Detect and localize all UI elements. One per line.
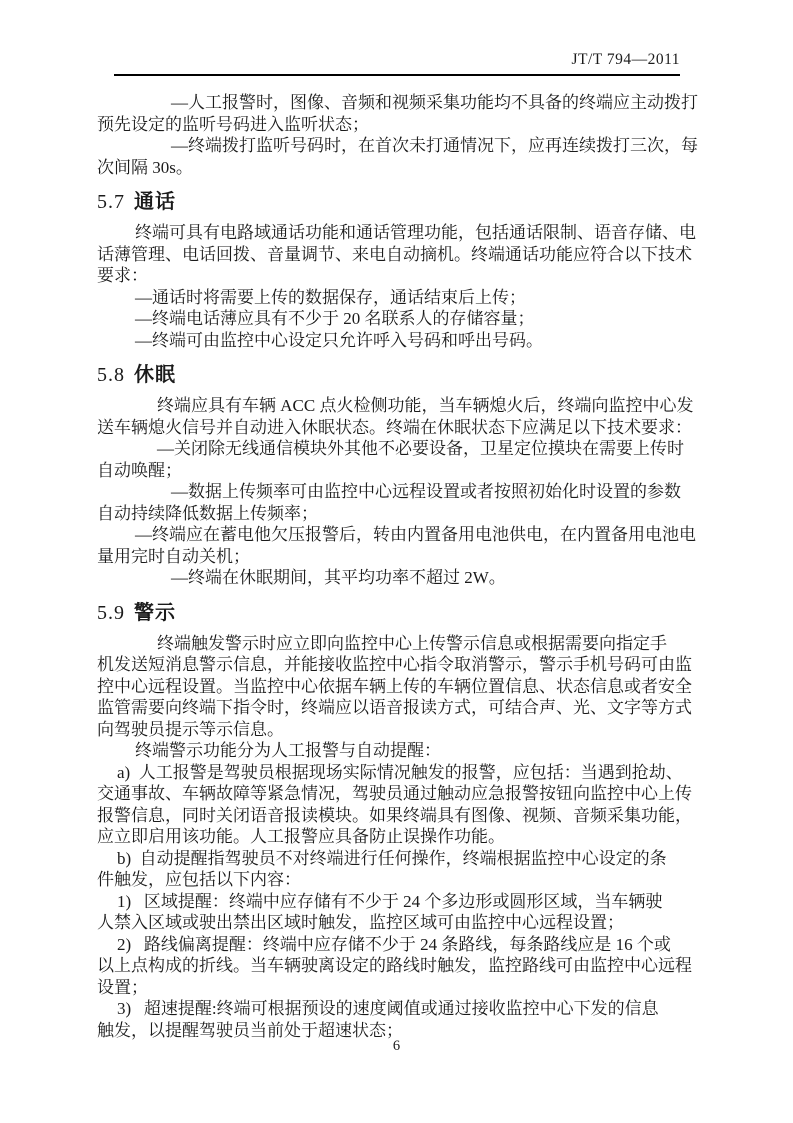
page-number: 6 [392, 1038, 401, 1054]
text-line: 终端应具有车辆 ACC 点火检侧功能，当车辆熄火后，终端向监控中心发 [157, 396, 694, 415]
block-dash-item [97, 308, 697, 330]
text-line: —终端拨打监听号码时，在首次未打通情况下，应再连续拨打三次，每 [171, 136, 698, 155]
text-line: —终端可由监控中心设定只允许呼入号码和呼出号码。 [135, 330, 543, 350]
section-heading [97, 363, 697, 387]
header-rule [114, 74, 680, 76]
text-line: 量用完时自动关机； [97, 546, 250, 566]
text-line: —终端在休眠期间，其平均功率不超过 2W。 [171, 568, 506, 587]
text-line: 3) 超速提醒:终端可根据预设的速度阈值或通过接收监控中心下发的信息 [117, 999, 659, 1018]
text-line: 机发送短消息警示信息，并能接收监控中心指令取消警示，警示手机号码可由监 [97, 655, 692, 674]
block-alpha-item [97, 762, 697, 848]
section-number: 5.9 [97, 601, 125, 624]
block-paragraph [97, 740, 697, 762]
text-line: —人工报警时，图像、音频和视频采集功能均不具备的终端应主动拨打 [171, 93, 698, 112]
block-paragraph [97, 395, 697, 438]
text-line: 自动持续降低数据上传频率； [97, 503, 318, 523]
content [97, 92, 697, 1041]
text-line: 自动唤醒； [97, 460, 182, 480]
section-title: 警示 [134, 601, 176, 624]
text-line: b) 自动提醒指驾驶员不对终端进行任何操作，终端根据监控中心设定的条 [117, 848, 667, 868]
block-dash-item [97, 287, 697, 309]
block-paragraph [97, 633, 697, 741]
block-dash-item [97, 135, 697, 178]
block-dash-item [97, 92, 697, 135]
text-line: 终端触发警示时应立即向监控中心上传警示信息或根据需要向指定手 [157, 633, 667, 653]
text-line: a) 人工报警是驾驶员根据现场实际情况触发的报警，应包括：当遇到抢劫、 [117, 762, 683, 782]
section-title: 通话 [134, 191, 176, 213]
text-line: 人禁入区域或驶出禁出区域时触发，监控区域可由监控中心远程设置； [97, 913, 624, 932]
text-line: 报警信息，同时关闭语音报读模块。如果终端具有图像、视频、音频采集功能， [97, 805, 692, 825]
text-line: 触发，以提醒驾驶员当前处于超速状态； [97, 1020, 403, 1040]
text-line: 次间隔 30s。 [97, 157, 193, 177]
text-line: 交通事故、车辆故障等紧急情况，驾驶员通过触动应急报警按钮向监控中心上传 [97, 784, 692, 803]
text-line: 应立即启用该功能。人工报警应具备防止误操作功能。 [97, 827, 505, 846]
text-line: 预先设定的监听号码进入监听状态； [97, 114, 369, 134]
section-number: 5.7 [97, 191, 125, 213]
block-dash-item [97, 438, 697, 481]
block-dash-item [97, 567, 697, 589]
text-line: 要求： [97, 266, 148, 285]
text-line: —终端电话薄应具有不少于 20 名联系人的存储容量； [135, 309, 535, 328]
text-line: 话薄管理、电话回拨、音量调节、来电自动摘机。终端通话功能应符合以下技术 [97, 244, 692, 264]
block-alpha-item [97, 848, 697, 891]
section-heading [97, 190, 697, 214]
text-line: —关闭除无线通信模块外其他不必要设备，卫星定位摸块在需要上传时 [157, 439, 684, 458]
section-title: 休眠 [134, 364, 176, 386]
running-header-standard-code: JT/T 794—2011 [571, 51, 680, 68]
block-dash-item [97, 524, 697, 567]
block-paragraph [97, 222, 697, 287]
text-line: 监管需要向终端下指令时，终端应以语音报读方式，可结合声、光、文字等方式 [97, 698, 692, 717]
text-line: —通话时将需要上传的数据保存，通话结束后上传； [135, 287, 526, 307]
block-numbered-item [97, 998, 697, 1041]
text-line: 2) 路线偏离提醒：终端中应存储不少于 24 条路线，每条路线应是 16 个或 [117, 934, 671, 954]
text-line: 以上点构成的折线。当车辆驶离设定的路线时触发，监控路线可由监控中心远程 [97, 956, 692, 975]
text-line: 1) 区域提醒：终端中应存储有不少于 24 个多边形或圆形区域，当车辆驶 [117, 891, 663, 911]
section-number: 5.8 [97, 364, 125, 386]
section-heading [97, 601, 697, 625]
block-dash-item [97, 481, 697, 524]
block-numbered-item [97, 891, 697, 934]
text-line: 送车辆熄火信号并自动进入休眠状态。终端在休眠状态下应满足以下技术要求： [97, 417, 692, 437]
text-line: 控中心远程设置。当监控中心依据车辆上传的车辆位置信息、状态信息或者安全 [97, 676, 692, 696]
text-line: —终端应在蓄电他欠压报警后，转由内置备用电池供电，在内置备用电池电 [135, 525, 696, 544]
text-line: 件触发，应包括以下内容： [97, 870, 301, 889]
text-line: —数据上传频率可由监控中心远程设置或者按照初始化时设置的参数 [171, 482, 681, 501]
text-line: 向驾驶员提示等示信息。 [97, 719, 284, 739]
text-line: 终端警示功能分为人工报警与自动提醒： [135, 741, 441, 760]
text-line: 终端可具有电路域通话功能和通话管理功能，包括通话限制、语音存储、电 [135, 223, 696, 242]
block-numbered-item [97, 934, 697, 999]
text-line: 设置； [97, 977, 148, 997]
block-dash-item [97, 330, 697, 352]
